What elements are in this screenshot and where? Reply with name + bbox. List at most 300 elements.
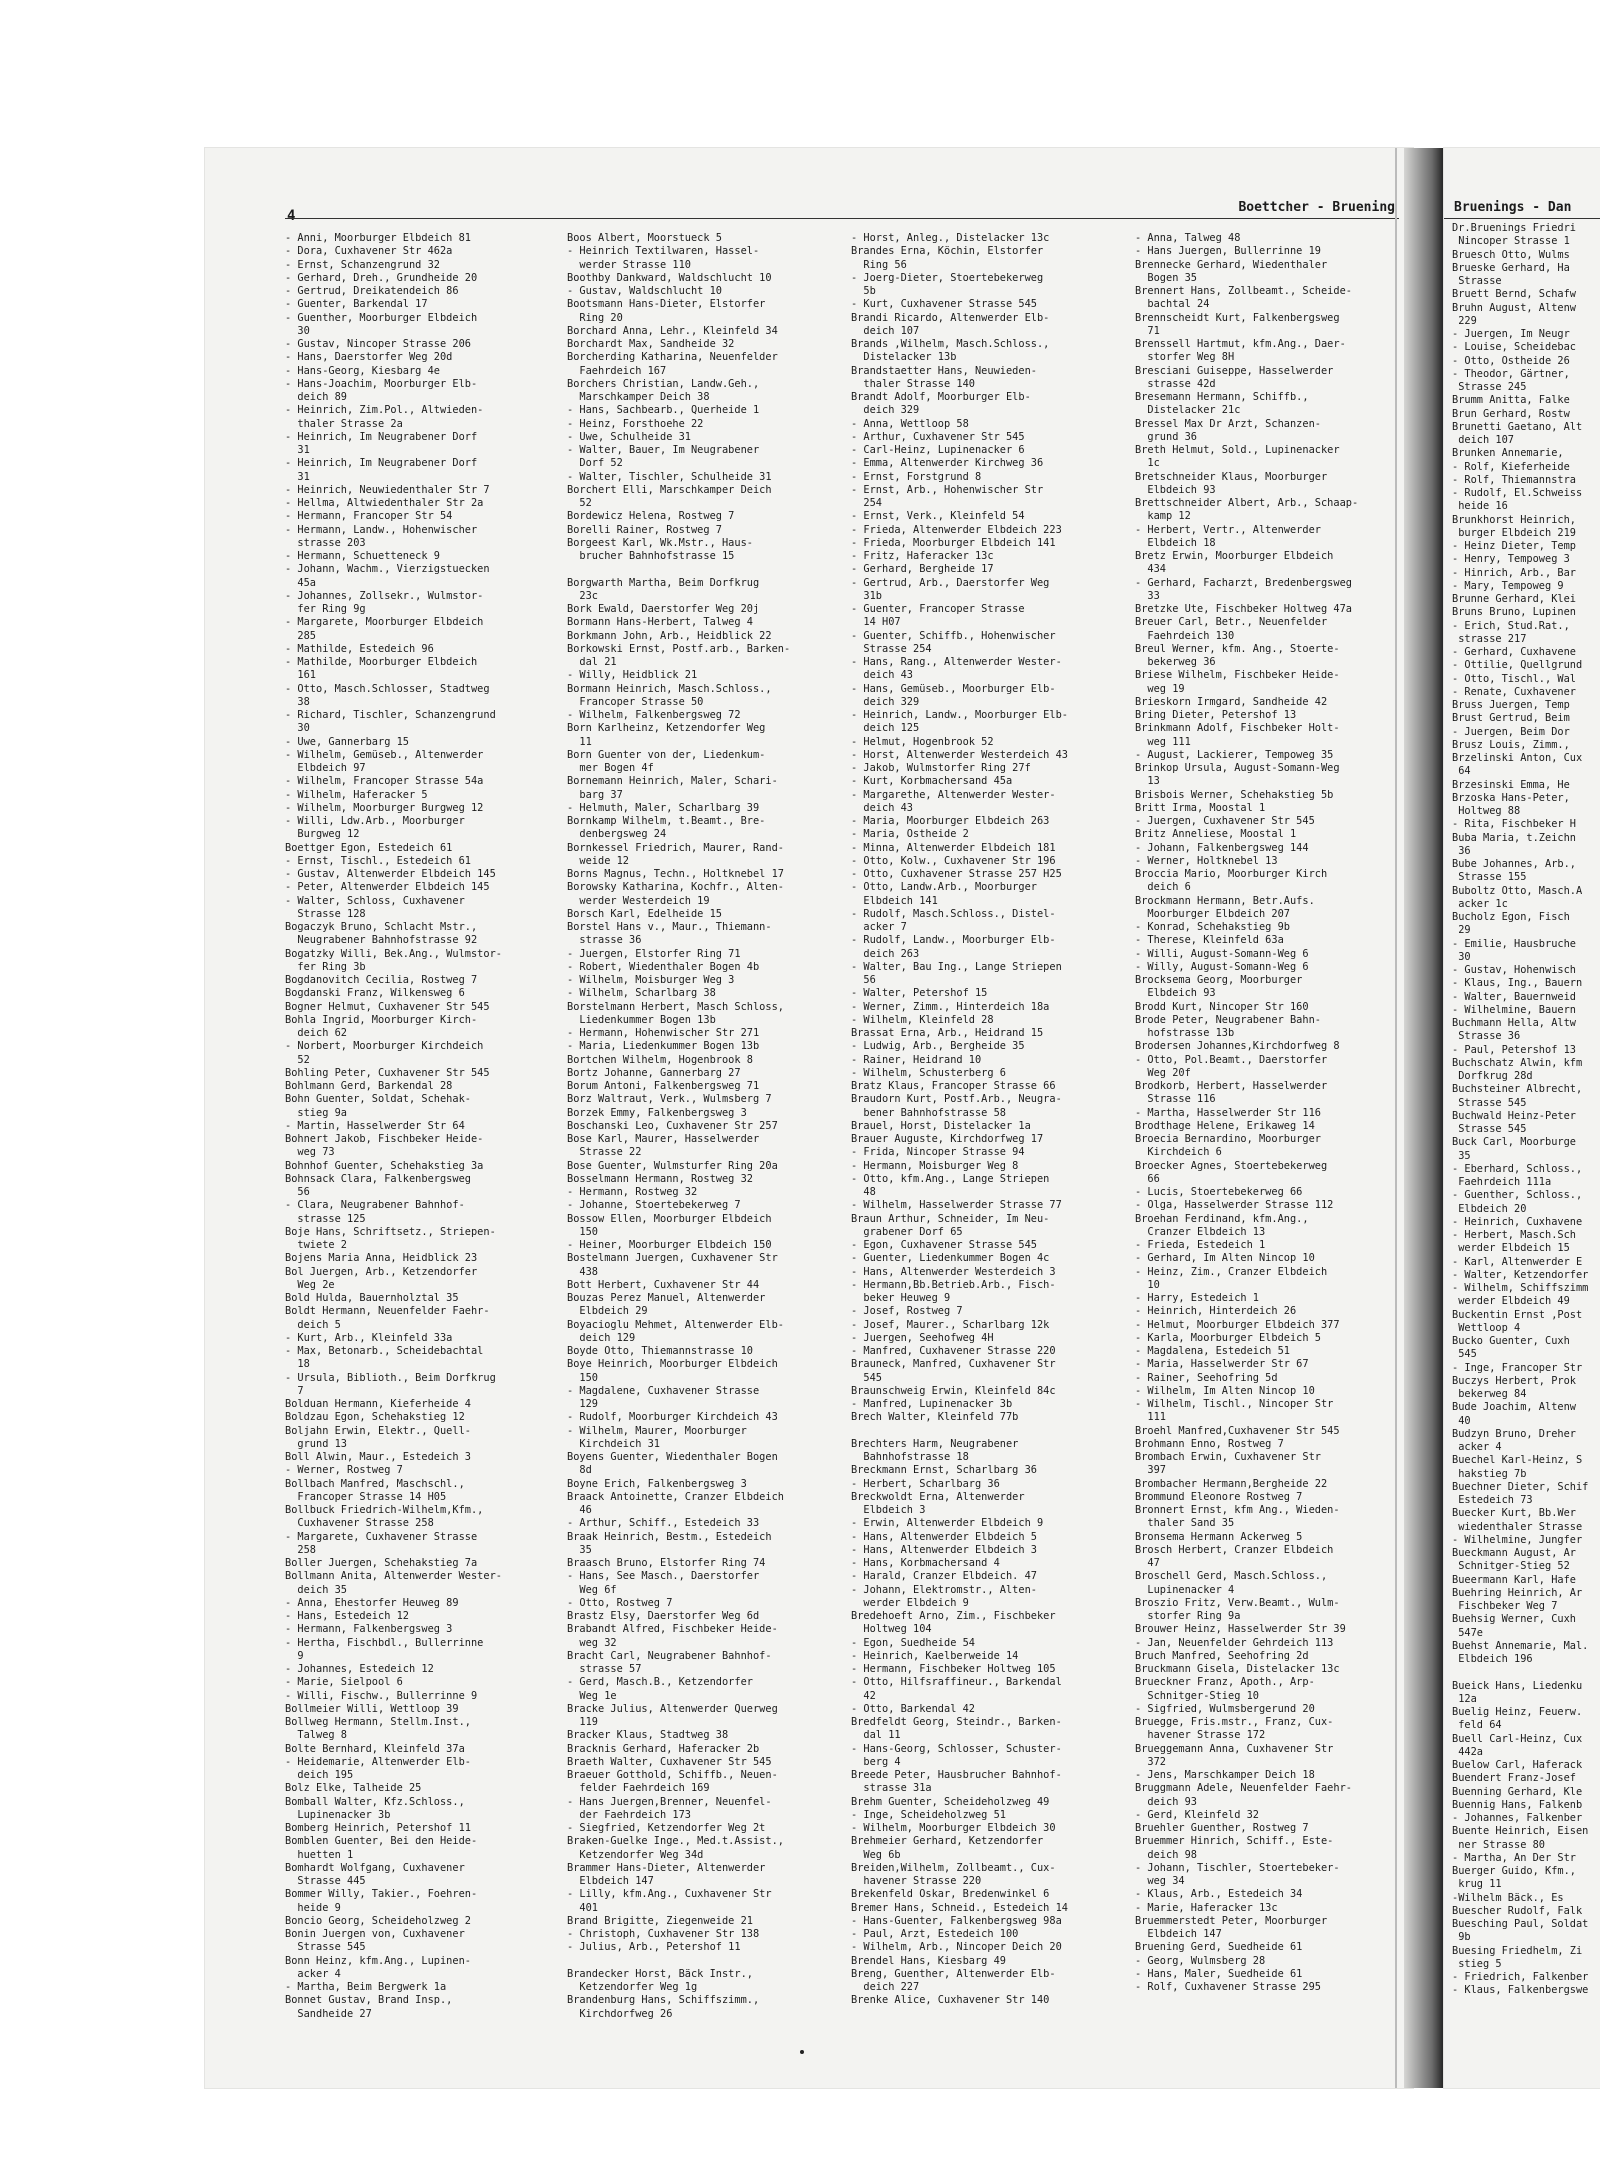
directory-entry: Distelacker 13b [851,351,957,364]
next-page-entry: - Otto, Tischl., Wal [1452,672,1576,685]
directory-entry: - Gustav, Waldschlucht 10 [567,285,722,297]
directory-entry: - Otto, Landw.Arb., Moorburger [851,881,1037,894]
next-page-entry: - Erich, Stud.Rat., [1452,619,1570,632]
directory-entry: weide 12 [567,854,629,867]
directory-entry: Bormann Hans-Herbert, Talweg 4 [567,616,753,629]
directory-entry: - Frieda, Altenwerder Elbdeich 223 [851,523,1062,536]
directory-entry: - Gerhard, Dreh., Grundheide 20 [285,271,478,284]
directory-entry: Elbdeich 3 [851,1504,926,1516]
next-page-entry: stieg 5 [1452,1957,1502,1970]
next-page-entry: Buboltz Otto, Masch.A [1452,884,1583,897]
directory-entry: - Werner, Zimm., Hinterdeich 18a [851,1000,1050,1013]
next-page-entry: - Inge, Francoper Str [1452,1361,1583,1374]
directory-entry: - Lilly, kfm.Ang., Cuxhavener Str [567,1888,772,1901]
directory-entry: - Wilhelm, Arb., Nincoper Deich 20 [851,1941,1062,1954]
directory-entry: Bommer Willy, Takier., Foehren- [285,1888,478,1901]
directory-entry: Boschanski Leo, Cuxhavener Str 257 [567,1119,778,1132]
next-page-entry: Buba Maria, t.Zeichn [1452,831,1576,844]
directory-entry: - Marie, Haferacker 13c [1135,1901,1278,1914]
directory-entry: - Ernst, Verk., Kleinfeld 54 [851,510,1025,523]
directory-entry: Borgeest Karl, Wk.Mstr., Haus- [567,536,753,549]
directory-entry: Weg 6b [851,1848,901,1861]
next-page-entry: Bueermann Karl, Hafe [1452,1573,1576,1586]
directory-entry: 372 [1135,1755,1166,1768]
directory-entry: Bremer Hans, Schneid., Estedeich 14 [851,1901,1068,1914]
directory-entry: Brands ,Wilhelm, Masch.Schloss., [851,338,1050,350]
directory-entry: strasse 57 [567,1663,642,1675]
directory-entry: - Juergen, Elstorfer Ring 71 [567,947,741,960]
directory-entry: kamp 12 [1135,510,1191,523]
directory-entry: 48 [851,1186,876,1198]
directory-entry: - Heinrich, Neuwiedenthaler Str 7 [285,483,490,496]
directory-entry: Brohmann Enno, Rostweg 7 [1135,1437,1284,1450]
directory-entry: - Margarete, Moorburger Elbdeich [285,616,484,629]
directory-column-3 [851,232,1131,2008]
directory-entry: - Heinrich, Landw., Moorburger Elb- [851,709,1068,721]
directory-entry: Braeuer Gotthold, Schiffb., Neuen- [567,1769,778,1781]
directory-entry: - Karla, Moorburger Elbdeich 5 [1135,1331,1321,1344]
directory-entry: Brockmann Hermann, Betr.Aufs. [1135,894,1315,907]
directory-entry: Broszio Fritz, Verw.Beamt., Wulm- [1135,1596,1340,1609]
directory-entry: Borz Waltraut, Verk., Wulmsberg 7 [567,1093,772,1106]
next-page-entry: Faehrdeich 111a [1452,1176,1552,1188]
directory-entry: Bonin Juergen von, Cuxhavener [285,1928,465,1940]
next-page-entry: - Rolf, Kieferheide [1452,460,1570,473]
directory-entry: - Otto, Kolw., Cuxhavener Str 196 [851,854,1056,867]
directory-entry: Braken-Guelke Inge., Med.t.Assist., [567,1835,784,1848]
scan-speck [800,2050,804,2054]
directory-entry: - Heinrich, Im Neugrabener Dorf [285,457,478,470]
directory-entry: Bring Dieter, Petershof 13 [1135,709,1297,721]
directory-entry: Bretschneider Klaus, Moorburger [1135,470,1328,483]
directory-entry: Boldzau Egon, Schehakstieg 12 [285,1411,465,1424]
next-page-entry: Brumm Anitta, Falke [1452,394,1570,407]
directory-entry: - Anni, Moorburger Elbdeich 81 [285,232,471,244]
directory-entry: Brommund Eleonore Rostweg 7 [1135,1490,1303,1503]
directory-entry: Braun Arthur, Schneider, Im Neu- [851,1212,1050,1225]
directory-entry: - Johanne, Stoertebekerweg 7 [567,1199,741,1212]
directory-entry: Brassat Erna, Arb., Heidrand 15 [851,1027,1044,1039]
directory-entry: - Magdalene, Cuxhavener Strasse [567,1384,760,1397]
directory-entry [851,1425,1131,1438]
directory-entry: - Wilhelm, Moorburger Burgweg 12 [285,801,484,814]
directory-entry: - Richard, Tischler, Schanzengrund [285,709,496,721]
directory-entry: - Gerd, Kleinfeld 32 [1135,1808,1259,1821]
directory-entry: - Maria, Liedenkummer Bogen 13b [567,1040,760,1053]
next-page-entry: Buesing Friedhelm, Zi [1452,1944,1583,1957]
next-page-entry: - Ottilie, Quellgrund [1452,659,1583,672]
directory-entry: Brandi Ricardo, Altenwerder Elb- [851,311,1050,324]
next-page-entry: - Juergen, Beim Dor [1452,725,1570,738]
directory-entry: Bork Ewald, Daerstorfer Weg 20j [567,603,760,615]
next-page-entry: Bucholz Egon, Fisch [1452,911,1570,923]
header-rule [285,218,1399,219]
directory-entry: - Hermann, Fischbeker Holtweg 105 [851,1663,1056,1675]
directory-entry: der Faehrdeich 173 [567,1808,691,1821]
next-page-entry: Buente Heinrich, Eisen [1452,1825,1589,1838]
directory-entry: - Gerhard, Facharzt, Bredenbergsweg [1135,576,1352,589]
directory-entry: - Maria, Hasselwerder Str 67 [1135,1358,1309,1371]
directory-entry: Burgweg 12 [285,828,360,841]
directory-entry: Brennscheidt Kurt, Falkenbergsweg [1135,311,1340,324]
directory-entry: 45a [285,576,316,589]
directory-entry: - Willy, Heidblick 21 [567,669,698,682]
directory-entry: 285 [285,629,316,642]
directory-entry: 8d [567,1464,592,1477]
directory-entry: - Kurt, Korbmachersand 45a [851,775,1013,788]
directory-entry: Bormann Heinrich, Masch.Schloss., [567,682,772,695]
directory-entry: 42 [851,1689,876,1702]
next-page-entry: Nincoper Strasse 1 [1452,235,1570,248]
directory-entry: Brech Walter, Kleinfeld 77b [851,1411,1019,1424]
directory-entry: strasse 31a [851,1782,932,1795]
directory-entry: huetten 1 [285,1848,354,1861]
directory-entry: bachtal 24 [1135,298,1210,311]
directory-entry: - Helmuth, Maler, Scharlbarg 39 [567,801,760,814]
directory-entry: grund 13 [285,1437,347,1450]
directory-entry: - Hermann,Bb.Betrieb.Arb., Fisch- [851,1278,1056,1291]
directory-entry: Bossow Ellen, Moorburger Elbdeich [567,1212,772,1225]
directory-entry: Bohling Peter, Cuxhavener Str 545 [285,1066,490,1079]
directory-entry: Brechters Harm, Neugrabener [851,1437,1019,1450]
directory-entry [567,563,847,576]
directory-entry: 30 [285,324,310,337]
directory-entry: 11 [567,735,592,748]
directory-entry: Kirchdeich 6 [1135,1146,1222,1159]
next-page-entry: - Klaus, Ing., Bauern [1452,977,1583,990]
directory-entry: Lupinenacker 4 [1135,1583,1235,1596]
directory-entry: Ketzendorfer Weg 34d [567,1848,704,1861]
directory-entry: acker 4 [285,1967,341,1980]
directory-entry: Bohn Guenter, Soldat, Schehak- [285,1093,471,1106]
directory-entry: - Walter, Petershof 15 [851,987,988,1000]
directory-entry: werder Westerdeich 19 [567,894,710,907]
directory-entry: Bolduan Hermann, Kieferheide 4 [285,1398,471,1410]
directory-entry: Weg 20f [1135,1066,1191,1079]
directory-entry: - Walter, Schloss, Cuxhavener [285,894,465,907]
directory-entry: - Wilhelm, Kleinfeld 28 [851,1013,994,1026]
directory-entry: - Hans, Estedeich 12 [285,1610,409,1622]
directory-entry: - Willi, Fischw., Bullerrinne 9 [285,1689,478,1702]
directory-entry: - Otto, Cuxhavener Strasse 257 H25 [851,868,1062,880]
directory-entry: Boothby Dankward, Waldschlucht 10 [567,271,772,284]
directory-entry: - Mathilde, Estedeich 96 [285,642,434,655]
directory-entry: mer Bogen 4f [567,762,654,774]
directory-entry: - Gertrud, Arb., Daerstorfer Weg [851,576,1050,589]
directory-entry: - Hermann, Falkenbergsweg 3 [285,1623,453,1636]
directory-entry: - Hans-Georg, Kiesbarg 4e [285,364,440,377]
next-page-entry: burger Elbdeich 219 [1452,526,1576,539]
directory-entry: Elbdeich 97 [285,762,366,774]
next-page-entry: werder Elbdeich 49 [1452,1295,1570,1308]
directory-entry: 56 [285,1186,310,1198]
next-page-entry: - Wilhelmine, Jungfer [1452,1533,1583,1546]
directory-entry: Brammer Hans-Dieter, Altenwerder [567,1861,766,1874]
next-page-entry: 30 [1452,950,1471,963]
directory-entry: thaler Sand 35 [1135,1517,1235,1530]
directory-entry: - Fritz, Haferacker 13c [851,550,994,562]
directory-entry: Boljahn Erwin, Elektr., Quell- [285,1424,471,1437]
next-page-entry: Strasse 36 [1452,1030,1521,1043]
directory-entry: Breckwoldt Erna, Altenwerder [851,1490,1025,1503]
directory-entry: weg 34 [1135,1875,1185,1887]
directory-entry: - Julius, Arb., Petershof 11 [567,1941,741,1954]
directory-entry: Breuer Carl, Betr., Neuenfelder [1135,616,1328,629]
directory-entry: Brandenburg Hans, Schiffszimm., [567,1994,760,2007]
directory-entry: Bahnhofstrasse 18 [851,1451,969,1463]
next-page-entry: Brun Gerhard, Rostw [1452,407,1570,420]
directory-entry: Borns Magnus, Techn., Holtknebel 17 [567,868,784,880]
directory-entry: dal 21 [567,656,617,668]
directory-entry: - Walter, Bau Ing., Lange Striepen [851,960,1062,973]
directory-entry: werder Strasse 110 [567,258,691,271]
directory-entry: Bruening Gerd, Suedheide 61 [1135,1941,1303,1954]
next-page-entry: Bruhn August, Altenw [1452,301,1576,314]
next-page-entry: hakstieg 7b [1452,1467,1527,1480]
directory-entry: Brisbois Werner, Schehakstieg 5b [1135,788,1334,801]
directory-entry: - Kurt, Arb., Kleinfeld 33a [285,1331,453,1344]
directory-entry: - Inge, Scheideholzweg 51 [851,1808,1006,1821]
directory-entry: - Hans-Joachim, Moorburger Elb- [285,377,478,390]
directory-entry: Bressel Max Dr Arzt, Schanzen- [1135,417,1321,430]
directory-entry: Bronnert Ernst, kfm Ang., Wieden- [1135,1504,1340,1516]
directory-entry: - Maria, Ostheide 2 [851,828,969,841]
next-page-entry: Brust Gertrud, Beim [1452,712,1570,725]
directory-entry: - Ernst, Schanzengrund 32 [285,258,440,271]
directory-entry: - Hans, Altenwerder Elbdeich 3 [851,1543,1037,1556]
directory-entry: - Harry, Estedeich 1 [1135,1292,1259,1304]
directory-entry: - Paul, Arzt, Estedeich 100 [851,1928,1019,1940]
directory-entry: Bollmeier Willi, Wettloop 39 [285,1702,459,1715]
directory-entry: - Jan, Neuenfelder Gehrdeich 113 [1135,1636,1334,1649]
directory-entry: - Hans, Korbmachersand 4 [851,1557,1000,1569]
directory-entry: - Willi, August-Somann-Weg 6 [1135,947,1309,960]
directory-entry: 545 [851,1371,882,1384]
directory-entry: Broecker Agnes, Stoertebekerweg [1135,1159,1328,1172]
directory-entry: - Uwe, Schulheide 31 [567,430,691,443]
directory-entry: havener Strasse 172 [1135,1729,1266,1742]
directory-entry: Breul Werner, kfm. Ang., Stoerte- [1135,642,1340,655]
directory-entry: Borchardt Max, Sandheide 32 [567,338,735,350]
directory-entry: - Otto, Barkendal 42 [851,1702,975,1715]
directory-entry: Bruemmerstedt Peter, Moorburger [1135,1914,1328,1927]
next-page-entry: Bruns Bruno, Lupinen [1452,606,1576,619]
directory-page [205,148,1413,2088]
directory-entry: Bollweg Hermann, Stellm.Inst., [285,1716,471,1728]
directory-entry: deich 5 [285,1318,341,1331]
directory-entry: Bonnet Gustav, Brand Insp., [285,1994,453,2007]
next-page-entry: 64 [1452,765,1471,778]
directory-entry: - Johann, Wachm., Vierzigstuecken [285,563,490,576]
directory-entry: Bredehoeft Arno, Zim., Fischbeker [851,1610,1056,1622]
directory-entry: Schnitger-Stieg 10 [1135,1689,1259,1702]
directory-entry: 38 [285,695,310,708]
directory-entry: - Clara, Neugrabener Bahnhof- [285,1199,465,1212]
directory-entry: 31b [851,589,882,602]
directory-entry: - Martha, Beim Bergwerk 1a [285,1981,447,1993]
directory-entry: strasse 42d [1135,377,1216,390]
directory-entry: 66 [1135,1172,1160,1185]
directory-entry: strasse 125 [285,1212,366,1225]
next-page-entry: Dr.Bruenings Friedri [1452,222,1576,234]
directory-entry: Brode Peter, Neugrabener Bahn- [1135,1013,1321,1026]
directory-entry: - Jakob, Wulmstorfer Ring 27f [851,762,1031,774]
directory-entry: Brenke Alice, Cuxhavener Str 140 [851,1994,1050,2007]
directory-entry: - Hans, Maler, Suedheide 61 [1135,1967,1303,1980]
directory-entry: Braack Antoinette, Cranzer Elbdeich [567,1490,784,1503]
directory-entry: - Rudolf, Masch.Schloss., Distel- [851,907,1056,920]
directory-entry: Talweg 8 [285,1729,347,1742]
next-page-entry: - Klaus, Falkenbergswe [1452,1984,1589,1997]
directory-entry: Strasse 445 [285,1875,366,1887]
page-edge [1395,148,1397,2088]
directory-entry: - Guenter, Schiffb., Hohenwischer [851,629,1056,642]
directory-entry: Strasse 116 [1135,1093,1216,1106]
directory-entry: deich 263 [851,947,920,960]
directory-entry: deich 329 [851,695,920,708]
next-page-entry: Bruss Juergen, Temp [1452,699,1570,711]
next-page-entry: Strasse 155 [1452,871,1527,884]
next-page-entry: bekerweg 84 [1452,1388,1527,1400]
directory-entry: Bracker Klaus, Stadtweg 38 [567,1729,729,1742]
directory-entry: - August, Lackierer, Tempoweg 35 [1135,748,1334,761]
directory-entry: - Herbert, Vertr., Altenwerder [1135,523,1321,536]
directory-entry: deich 98 [1135,1848,1197,1861]
next-page-entry: acker 4 [1452,1441,1502,1453]
directory-entry: - Wilhelm, Moisburger Weg 3 [567,974,735,986]
directory-entry: deich 89 [285,391,347,403]
directory-entry: Boos Albert, Moorstueck 5 [567,232,722,244]
next-page-entry: Buell Carl-Heinz, Cux [1452,1732,1583,1745]
directory-entry: - Emma, Altenwerder Kirchweg 36 [851,457,1044,470]
directory-entry: - Gertrud, Dreikatendeich 86 [285,285,459,297]
directory-entry: Breth Helmut, Sold., Lupinenacker [1135,444,1340,456]
directory-entry: Ketzendorfer Weg 1g [567,1981,698,1993]
directory-entry: - Heinz, Zim., Cranzer Elbdeich [1135,1265,1328,1278]
directory-entry: Boettger Egon, Estedeich 61 [285,841,453,854]
next-page-entry: Holtweg 88 [1452,805,1521,817]
directory-entry: strasse 203 [285,536,366,549]
next-page-entry: Buehsig Werner, Cuxh [1452,1613,1576,1626]
directory-entry: - Christoph, Cuxhavener Str 138 [567,1928,760,1940]
directory-entry: - Kurt, Cuxhavener Strasse 545 [851,298,1037,311]
directory-entry: Brinkmann Adolf, Fischbeker Holt- [1135,722,1340,735]
next-page-entry: Estedeich 73 [1452,1494,1533,1506]
directory-entry: - Anna, Talweg 48 [1135,232,1241,244]
directory-entry: 35 [567,1543,592,1556]
directory-entry: Bollbach Manfred, Maschschl., [285,1477,465,1490]
directory-entry: Born Karlheinz, Ketzendorfer Weg [567,722,766,735]
directory-entry: Boye Heinrich, Moorburger Elbdeich [567,1358,778,1371]
directory-entry: Borcherding Katharina, Neuenfelder [567,351,778,364]
directory-entry: deich 129 [567,1331,636,1344]
directory-entry: - Martha, Hasselwerder Str 116 [1135,1106,1321,1119]
directory-entry: Bostelmann Juergen, Cuxhavener Str [567,1252,778,1265]
directory-entry: 150 [567,1225,598,1238]
directory-entry: Moorburger Elbdeich 207 [1135,907,1290,920]
directory-entry: 254 [851,497,882,509]
directory-entry: - Guenter, Liedenkummer Bogen 4c [851,1252,1050,1265]
directory-entry: Bohnhof Guenter, Schehakstieg 3a [285,1159,484,1172]
directory-entry: - Heinrich, Im Neugrabener Dorf [285,430,478,443]
directory-entry: grund 36 [1135,430,1197,443]
next-page-entry: - Otto, Ostheide 26 [1452,354,1570,367]
directory-entry: - Heinrich, Zim.Pol., Altwieden- [285,404,484,417]
next-page-entry [1452,1666,1600,1679]
next-page-entry: 545 [1452,1348,1477,1361]
directory-entry: Bohla Ingrid, Moorburger Kirch- [285,1013,478,1026]
directory-entry: - Gustav, Altenwerder Elbdeich 145 [285,868,496,880]
directory-entry: Brodersen Johannes,Kirchdorfweg 8 [1135,1040,1340,1053]
next-page-entry: acker 1c [1452,897,1508,910]
next-page-entry: - Rolf, Thiemannstra [1452,473,1576,486]
next-page-entry: 35 [1452,1149,1471,1162]
directory-entry: Broccia Mario, Moorburger Kirch [1135,868,1328,880]
directory-entry: Elbdeich 147 [1135,1928,1222,1940]
directory-entry: Kirchdorfweg 26 [567,2007,673,2020]
next-page-entry: - Mary, Tempoweg 9 [1452,579,1564,592]
book-gutter-shadow [1404,148,1444,2088]
directory-entry: Bojens Maria Anna, Heidblick 23 [285,1252,478,1265]
next-page-entry: - Herbert, Masch.Sch [1452,1229,1576,1241]
directory-entry: Brand Brigitte, Ziegenweide 21 [567,1914,753,1927]
directory-entry: Borsch Karl, Edelheide 15 [567,907,722,920]
directory-entry: - Wilhelm, Moorburger Elbdeich 30 [851,1822,1056,1834]
directory-entry: - Joerg-Dieter, Stoertebekerweg [851,271,1044,284]
directory-entry: Brandstaetter Hans, Neuwieden- [851,364,1037,377]
next-page-entry: ner Strasse 80 [1452,1838,1545,1851]
directory-entry: Borelli Rainer, Rostweg 7 [567,523,722,536]
directory-entry: strasse 36 [567,934,642,947]
next-page-entry: Budzyn Bruno, Dreher [1452,1427,1576,1440]
directory-entry: - Frieda, Moorburger Elbdeich 141 [851,536,1056,549]
directory-entry: Bogdanovitch Cecilia, Rostweg 7 [285,974,478,986]
directory-entry: - Hans, Rang., Altenwerder Wester- [851,656,1062,668]
directory-entry: - Arthur, Cuxhavener Str 545 [851,430,1025,443]
next-page-entry: Buerger Guido, Kfm., [1452,1865,1576,1877]
directory-entry: 52 [567,497,592,509]
directory-entry: 46 [567,1504,592,1516]
directory-entry: Bose Guenter, Wulmsturfer Ring 20a [567,1159,778,1172]
directory-entry: - Hans Juergen, Bullerrinne 19 [1135,245,1321,258]
next-page-entry: - Gustav, Hohenwisch [1452,964,1576,976]
directory-entry: - Wilhelm, Francoper Strasse 54a [285,775,484,788]
directory-entry: - Frieda, Estedeich 1 [1135,1239,1266,1251]
directory-entry: - Helmut, Hogenbrook 52 [851,735,994,748]
directory-entry: - Helmut, Moorburger Elbdeich 377 [1135,1318,1340,1331]
directory-entry: - Josef, Rostweg 7 [851,1305,963,1318]
next-page-entry: 40 [1452,1414,1471,1427]
directory-entry: Broecia Bernardino, Moorburger [1135,1133,1321,1145]
directory-entry: - Hans, Daerstorfer Weg 20d [285,351,453,364]
directory-entry: - Hertha, Fischbdl., Bullerrinne [285,1636,484,1649]
directory-entry: Weg 6f [567,1583,617,1596]
directory-entry: - Sigfried, Wulmsbergerund 20 [1135,1702,1315,1715]
directory-entry: - Ursula, Biblioth., Beim Dorfkrug [285,1371,496,1384]
directory-entry: Boyne Erich, Falkenbergsweg 3 [567,1477,747,1490]
directory-entry: Brodd Kurt, Nincoper Str 160 [1135,1000,1309,1013]
directory-entry: Brehm Guenter, Scheideholzweg 49 [851,1795,1050,1808]
directory-entry: Bootsmann Hans-Dieter, Elstorfer [567,298,766,311]
directory-column-2 [567,232,847,2021]
directory-entry: - Walter, Tischler, Schulheide 31 [567,470,772,483]
directory-entry: werder Elbdeich 9 [851,1596,969,1609]
directory-entry: Bolte Bernhard, Kleinfeld 37a [285,1742,465,1755]
directory-entry: Broehan Ferdinand, kfm.Ang., [1135,1212,1309,1225]
directory-entry: - Josef, Maurer., Scharlbarg 12k [851,1318,1050,1331]
next-page-entry: Dorfkrug 28d [1452,1070,1533,1082]
page-number: 4 [287,208,296,224]
